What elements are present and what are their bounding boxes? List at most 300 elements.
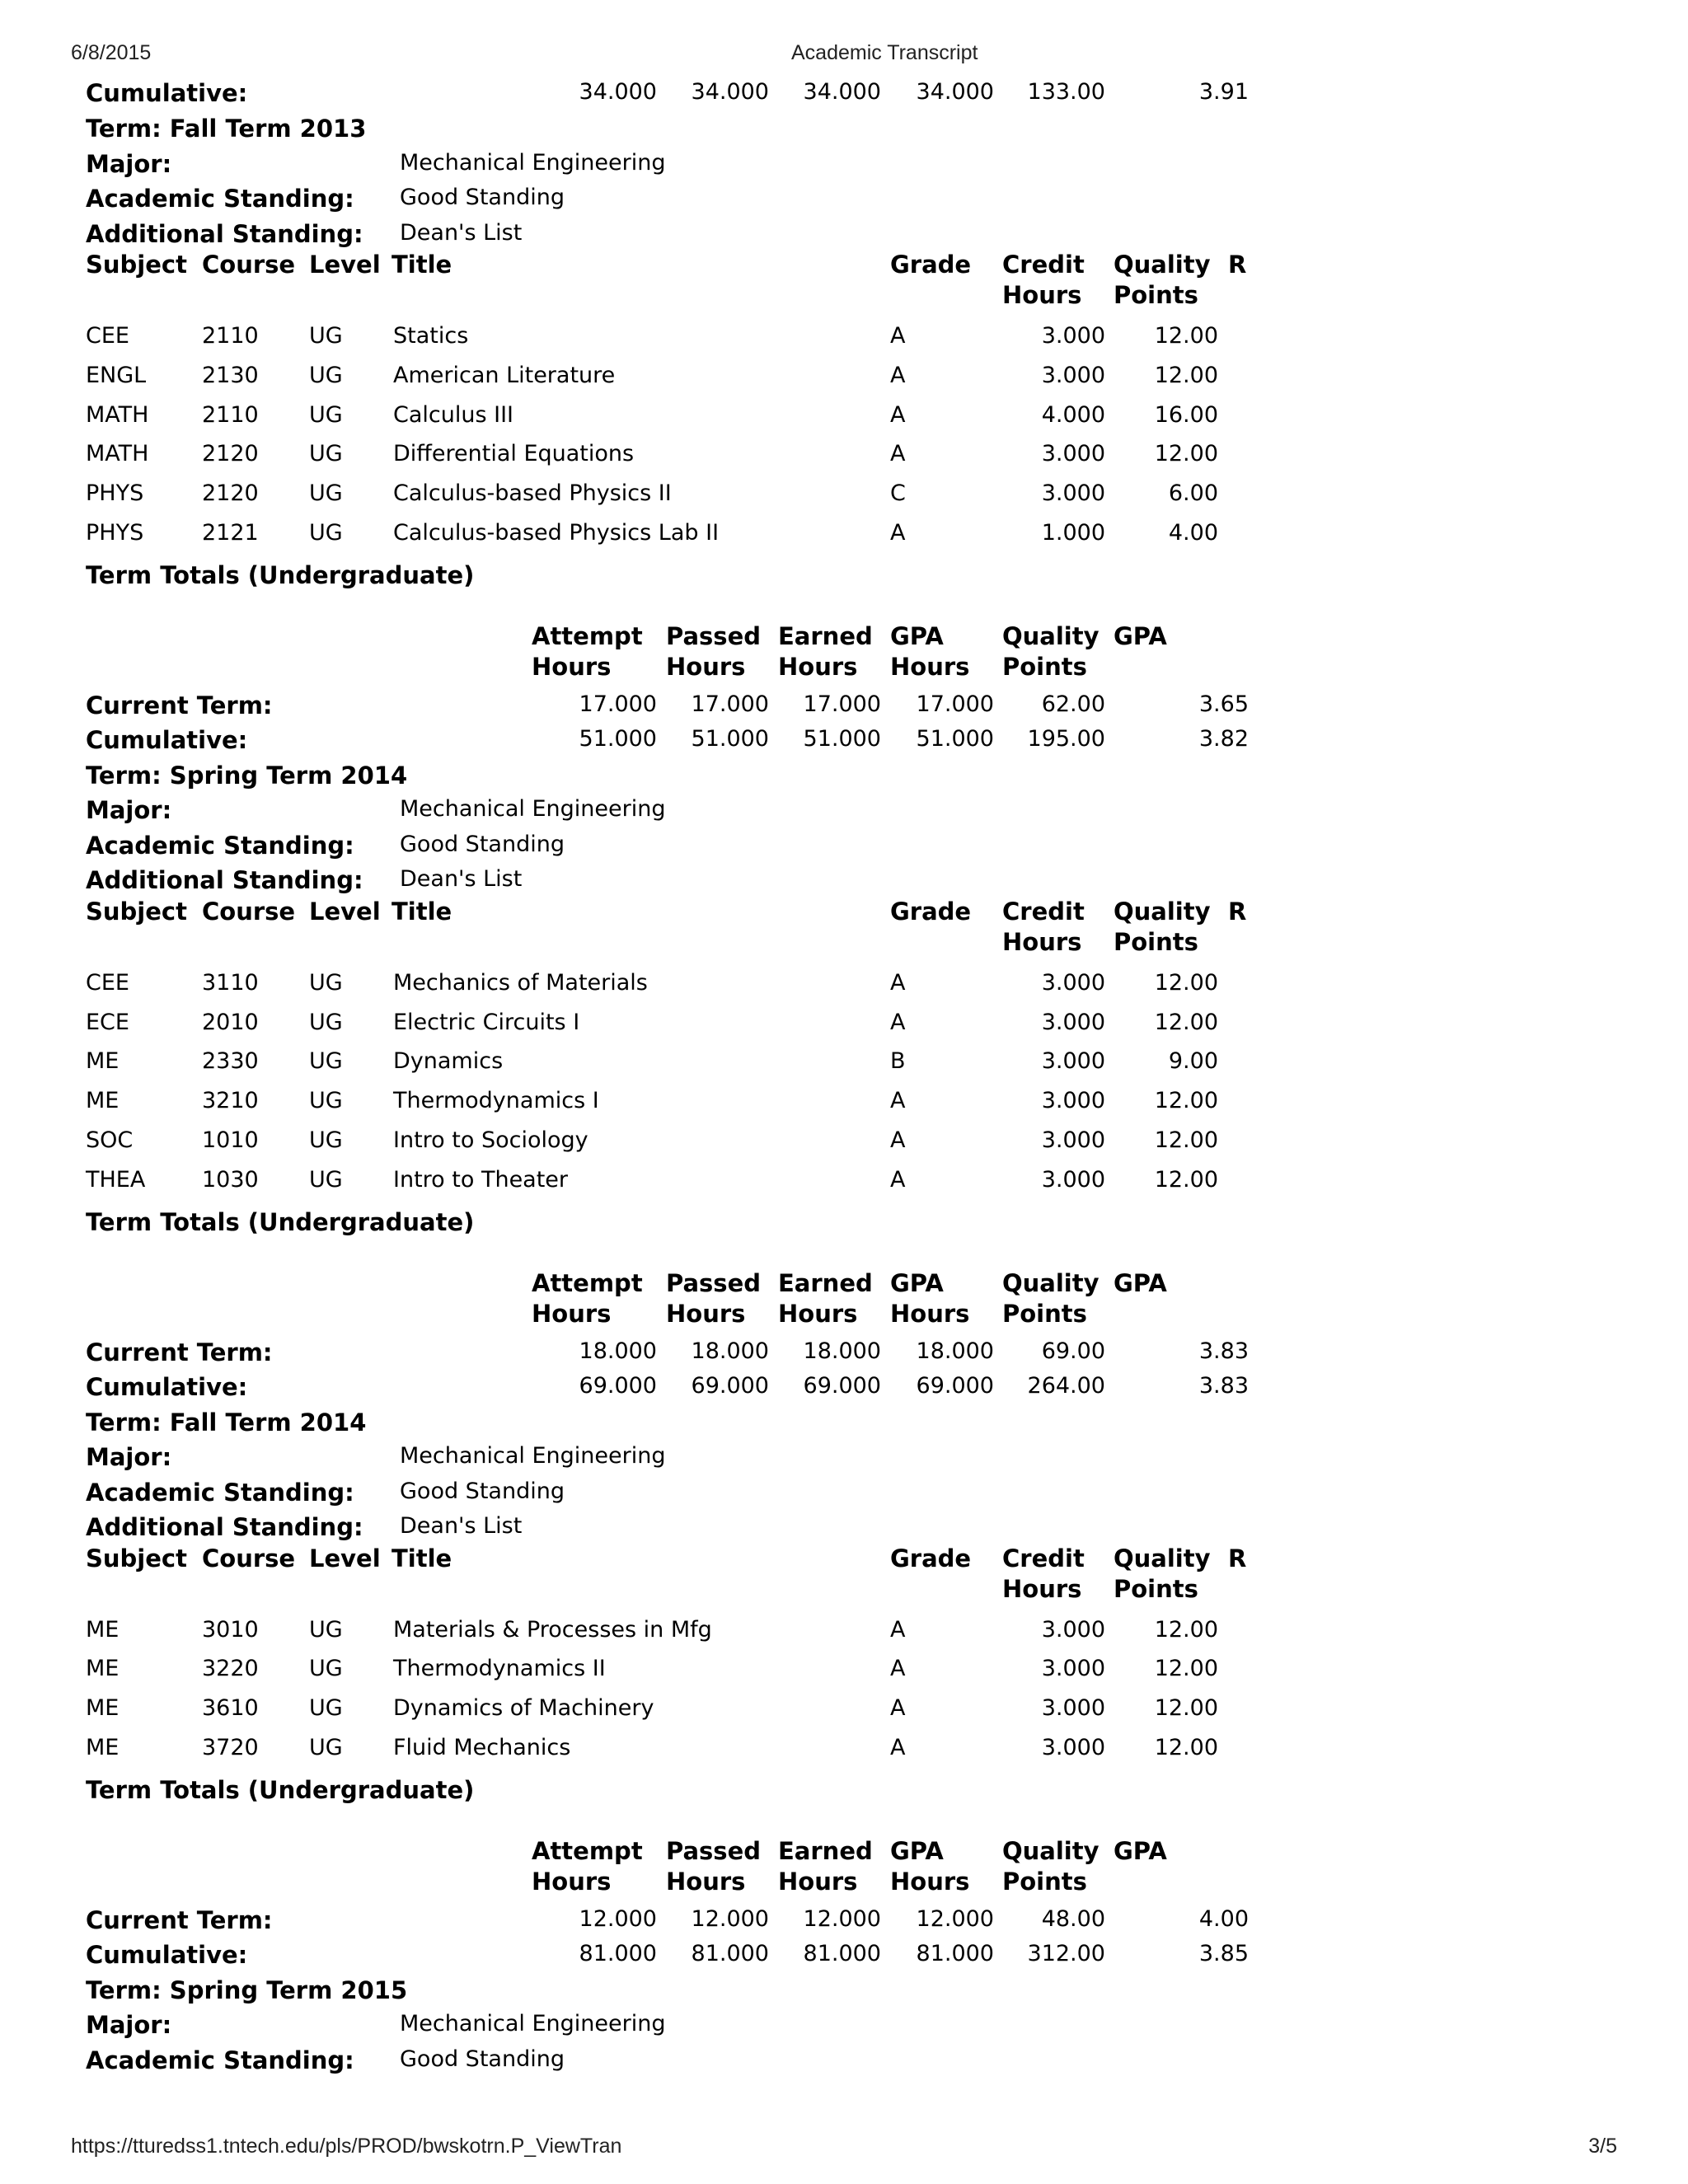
top-cumulative-row: [0, 79, 1688, 115]
academic-standing-value: Good Standing: [400, 2046, 565, 2072]
additional-standing-label: Additional Standing:: [86, 1513, 363, 1542]
totals-value-passed: 18.000: [691, 1338, 769, 1364]
totals-col-attempt-2: Hours: [532, 1299, 612, 1328]
course-credit-hours: 3.000: [1041, 1695, 1105, 1722]
totals-value-gpa: 3.83: [1198, 1338, 1249, 1364]
course-row: [0, 1617, 1688, 1653]
col-quality-2: Points: [1114, 927, 1198, 956]
totals-label: Cumulative:: [86, 726, 248, 755]
totals-value-gpa: 3.91: [1198, 79, 1249, 105]
course-number: 2010: [202, 1009, 259, 1035]
course-title: Calculus III: [393, 401, 514, 428]
academic-standing-row: [0, 1479, 1688, 1515]
totals-value-attempt: 18.000: [579, 1338, 657, 1364]
totals-col-quality: Quality: [1002, 621, 1100, 650]
term-totals-title: Term Totals (Undergraduate): [86, 1775, 475, 1804]
totals-value-quality: 69.00: [1041, 1338, 1105, 1364]
course-title: Calculus-based Physics II: [393, 480, 672, 507]
course-grade: A: [890, 1166, 906, 1193]
totals-col-passed-2: Hours: [666, 652, 746, 681]
totals-value-attempt: 81.000: [579, 1941, 657, 1967]
course-subject: PHYS: [86, 480, 144, 507]
course-title: Thermodynamics II: [393, 1656, 606, 1682]
course-level: UG: [309, 1048, 343, 1075]
totals-col-passed: Passed: [666, 1836, 761, 1865]
totals-label: Current Term:: [86, 691, 273, 719]
course-number: 2110: [202, 401, 259, 428]
col-title: Title: [392, 251, 452, 279]
course-row: [0, 480, 1688, 517]
col-r: R: [1228, 251, 1247, 279]
totals-value-gpa: 3.83: [1198, 1373, 1249, 1399]
course-number: 2121: [202, 520, 259, 546]
course-title: Thermodynamics I: [393, 1088, 599, 1114]
totals-value-earned: 12.000: [803, 1905, 881, 1932]
totals-col-quality-2: Points: [1002, 1299, 1087, 1328]
course-title: Calculus-based Physics Lab II: [393, 520, 720, 546]
term-title: Term: Fall Term 2014: [86, 1408, 367, 1436]
term-totals-title: Term Totals (Undergraduate): [86, 560, 475, 589]
totals-value-gpa: 4.00: [1198, 1905, 1249, 1932]
academic-standing-value: Good Standing: [400, 1478, 565, 1504]
course-credit-hours: 3.000: [1041, 1656, 1105, 1682]
totals-col-attempt: Attempt: [532, 1268, 643, 1297]
term-totals-heading: [0, 1208, 1688, 1244]
course-quality-points: 16.00: [1154, 401, 1218, 428]
totals-header-line2: [0, 653, 1688, 689]
totals-value-gpah: 12.000: [916, 1905, 994, 1932]
academic-standing-value: Good Standing: [400, 185, 565, 210]
course-number: 3610: [202, 1695, 259, 1722]
course-row: [0, 1695, 1688, 1732]
totals-value-earned: 81.000: [803, 1941, 881, 1967]
course-credit-hours: 3.000: [1041, 1735, 1105, 1760]
course-number: 2330: [202, 1048, 259, 1075]
course-quality-points: 12.00: [1154, 1616, 1218, 1643]
term-totals-heading: [0, 1776, 1688, 1812]
current-term-row: [0, 1906, 1688, 1943]
course-grade: A: [890, 441, 906, 467]
totals-label: Cumulative:: [86, 1941, 248, 1970]
course-grade: A: [890, 323, 906, 349]
totals-label: Current Term:: [86, 1905, 273, 1934]
term-heading: [0, 762, 1688, 798]
course-title: Electric Circuits I: [393, 1009, 580, 1035]
totals-value-passed: 34.000: [691, 79, 769, 105]
course-title: Statics: [393, 323, 469, 349]
course-grade: A: [890, 1009, 906, 1035]
totals-value-gpah: 17.000: [916, 691, 994, 717]
course-level: UG: [309, 1088, 343, 1114]
major-row: [0, 2011, 1688, 2047]
totals-header-line2: [0, 1300, 1688, 1336]
totals-value-gpa: 3.65: [1198, 691, 1249, 717]
course-subject: SOC: [86, 1127, 134, 1153]
additional-standing-label: Additional Standing:: [86, 219, 363, 248]
totals-col-passed-2: Hours: [666, 1299, 746, 1328]
course-table-header-line2: [0, 1575, 1688, 1611]
totals-value-quality: 133.00: [1027, 79, 1105, 105]
course-credit-hours: 3.000: [1041, 1088, 1105, 1114]
course-grade: A: [890, 401, 906, 428]
totals-col-earned-2: Hours: [778, 652, 858, 681]
totals-value-passed: 69.000: [691, 1373, 769, 1399]
course-quality-points: 4.00: [1168, 520, 1218, 546]
course-title: Materials & Processes in Mfg: [393, 1616, 712, 1643]
course-grade: A: [890, 1088, 906, 1114]
totals-col-passed: Passed: [666, 621, 761, 650]
totals-value-gpa: 3.82: [1198, 726, 1249, 752]
totals-value-gpah: 18.000: [916, 1338, 994, 1364]
course-level: UG: [309, 1656, 343, 1682]
course-number: 3720: [202, 1735, 259, 1760]
course-number: 3010: [202, 1616, 259, 1643]
totals-value-gpah: 51.000: [916, 726, 994, 752]
course-grade: A: [890, 520, 906, 546]
course-grade: A: [890, 1127, 906, 1153]
academic-standing-label: Academic Standing:: [86, 2046, 354, 2074]
col-quality: Quality: [1114, 1544, 1211, 1572]
term-title: Term: Fall Term 2013: [86, 115, 367, 143]
col-subject: Subject: [86, 897, 187, 926]
course-row: [0, 1010, 1688, 1046]
academic-standing-value: Good Standing: [400, 831, 565, 857]
course-level: UG: [309, 323, 343, 349]
totals-col-gpah: GPA: [890, 1268, 944, 1297]
course-row: [0, 1127, 1688, 1164]
col-r: R: [1228, 1544, 1247, 1572]
totals-value-earned: 17.000: [803, 691, 881, 717]
totals-col-passed: Passed: [666, 1268, 761, 1297]
totals-col-passed-2: Hours: [666, 1867, 746, 1896]
course-level: UG: [309, 1166, 343, 1193]
term-title: Term: Spring Term 2015: [86, 1975, 408, 2004]
course-subject: ME: [86, 1616, 120, 1643]
course-number: 2130: [202, 362, 259, 388]
course-quality-points: 12.00: [1154, 1166, 1218, 1193]
major-label: Major:: [86, 2011, 172, 2040]
term-totals-title: Term Totals (Undergraduate): [86, 1207, 475, 1236]
course-title: Dynamics: [393, 1048, 504, 1075]
course-subject: ME: [86, 1048, 120, 1075]
totals-value-quality: 62.00: [1041, 691, 1105, 717]
course-table-header-line2: [0, 928, 1688, 964]
course-table-header-line2: [0, 281, 1688, 317]
col-grade: Grade: [890, 897, 972, 926]
course-level: UG: [309, 401, 343, 428]
course-title: Fluid Mechanics: [393, 1735, 571, 1760]
totals-label: Current Term:: [86, 1338, 273, 1366]
course-title: Intro to Theater: [393, 1166, 569, 1193]
additional-standing-value: Dean's List: [400, 866, 523, 893]
academic-standing-label: Academic Standing:: [86, 185, 354, 213]
col-level: Level: [309, 251, 381, 279]
course-row: [0, 970, 1688, 1006]
course-level: UG: [309, 520, 343, 546]
major-row: [0, 1443, 1688, 1479]
major-value: Mechanical Engineering: [400, 1443, 666, 1469]
additional-standing-label: Additional Standing:: [86, 866, 363, 895]
course-number: 2110: [202, 323, 259, 349]
totals-col-attempt: Attempt: [532, 1836, 643, 1865]
col-credit-2: Hours: [1002, 281, 1082, 309]
course-row: [0, 1167, 1688, 1203]
course-quality-points: 12.00: [1154, 969, 1218, 996]
course-quality-points: 12.00: [1154, 1009, 1218, 1035]
totals-col-earned: Earned: [778, 1836, 873, 1865]
col-credit: Credit: [1002, 1544, 1085, 1572]
course-credit-hours: 1.000: [1041, 520, 1105, 546]
course-grade: A: [890, 1616, 906, 1643]
totals-value-gpah: 69.000: [916, 1373, 994, 1399]
course-credit-hours: 4.000: [1041, 401, 1105, 428]
course-level: UG: [309, 441, 343, 467]
course-quality-points: 12.00: [1154, 1695, 1218, 1722]
course-grade: A: [890, 1695, 906, 1722]
col-quality-2: Points: [1114, 281, 1198, 309]
totals-col-gpah-2: Hours: [890, 1299, 970, 1328]
academic-standing-label: Academic Standing:: [86, 1478, 354, 1507]
course-quality-points: 12.00: [1154, 1088, 1218, 1114]
totals-value-attempt: 12.000: [579, 1905, 657, 1932]
col-grade: Grade: [890, 1544, 972, 1572]
course-credit-hours: 3.000: [1041, 1009, 1105, 1035]
print-date: 6/8/2015: [71, 41, 152, 64]
totals-value-attempt: 34.000: [579, 79, 657, 105]
totals-value-earned: 51.000: [803, 726, 881, 752]
course-credit-hours: 3.000: [1041, 1048, 1105, 1075]
course-row: [0, 363, 1688, 399]
col-quality: Quality: [1114, 897, 1211, 926]
totals-col-gpa: GPA: [1114, 1268, 1167, 1297]
totals-value-passed: 51.000: [691, 726, 769, 752]
totals-col-quality: Quality: [1002, 1268, 1100, 1297]
totals-col-quality-2: Points: [1002, 1867, 1087, 1896]
course-title: Dynamics of Machinery: [393, 1695, 654, 1722]
course-credit-hours: 3.000: [1041, 362, 1105, 388]
col-course: Course: [202, 1544, 296, 1572]
totals-header-line2: [0, 1868, 1688, 1904]
col-course: Course: [202, 897, 296, 926]
cumulative-row: [0, 1373, 1688, 1409]
totals-col-gpa: GPA: [1114, 621, 1167, 650]
col-credit-2: Hours: [1002, 927, 1082, 956]
course-number: 2120: [202, 480, 259, 507]
course-credit-hours: 3.000: [1041, 323, 1105, 349]
totals-col-attempt-2: Hours: [532, 1867, 612, 1896]
course-subject: THEA: [86, 1166, 146, 1193]
course-quality-points: 12.00: [1154, 323, 1218, 349]
totals-value-quality: 48.00: [1041, 1905, 1105, 1932]
term-heading: [0, 1976, 1688, 2013]
totals-value-gpa: 3.85: [1198, 1941, 1249, 1967]
col-course: Course: [202, 251, 296, 279]
course-row: [0, 1088, 1688, 1124]
course-grade: C: [890, 480, 906, 507]
term-heading: [0, 115, 1688, 151]
totals-value-earned: 18.000: [803, 1338, 881, 1364]
course-subject: CEE: [86, 969, 129, 996]
course-title: Differential Equations: [393, 441, 635, 467]
major-label: Major:: [86, 1443, 172, 1472]
course-subject: ME: [86, 1735, 120, 1760]
course-row: [0, 520, 1688, 556]
totals-col-quality: Quality: [1002, 1836, 1100, 1865]
totals-col-gpah: GPA: [890, 1836, 944, 1865]
totals-value-earned: 34.000: [803, 79, 881, 105]
term-title: Term: Spring Term 2014: [86, 761, 408, 790]
major-label: Major:: [86, 796, 172, 825]
course-credit-hours: 3.000: [1041, 1127, 1105, 1153]
major-value: Mechanical Engineering: [400, 149, 666, 176]
col-credit: Credit: [1002, 897, 1085, 926]
totals-col-gpah: GPA: [890, 621, 944, 650]
totals-value-attempt: 69.000: [579, 1373, 657, 1399]
course-level: UG: [309, 1735, 343, 1760]
academic-standing-row: [0, 2046, 1688, 2083]
course-subject: ME: [86, 1695, 120, 1722]
totals-col-earned: Earned: [778, 1268, 873, 1297]
totals-value-quality: 312.00: [1027, 1941, 1105, 1967]
course-subject: ME: [86, 1088, 120, 1114]
course-title: Mechanics of Materials: [393, 969, 648, 996]
course-number: 3220: [202, 1656, 259, 1682]
course-quality-points: 12.00: [1154, 362, 1218, 388]
course-row: [0, 402, 1688, 438]
course-subject: MATH: [86, 441, 149, 467]
course-grade: A: [890, 362, 906, 388]
course-credit-hours: 3.000: [1041, 441, 1105, 467]
totals-col-earned: Earned: [778, 621, 873, 650]
totals-value-attempt: 17.000: [579, 691, 657, 717]
print-title: Academic Transcript: [791, 41, 978, 64]
course-grade: A: [890, 1656, 906, 1682]
course-level: UG: [309, 1127, 343, 1153]
course-number: 3110: [202, 969, 259, 996]
col-title: Title: [392, 1544, 452, 1572]
course-level: UG: [309, 1009, 343, 1035]
course-row: [0, 1048, 1688, 1085]
col-grade: Grade: [890, 251, 972, 279]
cumulative-row: [0, 726, 1688, 762]
col-credit: Credit: [1002, 251, 1085, 279]
course-title: American Literature: [393, 362, 616, 388]
course-subject: PHYS: [86, 520, 144, 546]
totals-value-gpah: 34.000: [916, 79, 994, 105]
course-quality-points: 12.00: [1154, 441, 1218, 467]
course-level: UG: [309, 480, 343, 507]
page-number: 3/5: [1588, 2135, 1617, 2158]
totals-value-earned: 69.000: [803, 1373, 881, 1399]
course-subject: ECE: [86, 1009, 129, 1035]
course-row: [0, 441, 1688, 477]
course-quality-points: 12.00: [1154, 1656, 1218, 1682]
course-credit-hours: 3.000: [1041, 1166, 1105, 1193]
course-subject: ME: [86, 1656, 120, 1682]
totals-value-passed: 17.000: [691, 691, 769, 717]
col-credit-2: Hours: [1002, 1574, 1082, 1603]
additional-standing-value: Dean's List: [400, 1513, 523, 1540]
cumulative-row: [0, 1941, 1688, 1977]
col-quality: Quality: [1114, 251, 1211, 279]
course-quality-points: 6.00: [1168, 480, 1218, 507]
col-quality-2: Points: [1114, 1574, 1198, 1603]
major-label: Major:: [86, 149, 172, 178]
major-row: [0, 150, 1688, 186]
major-value: Mechanical Engineering: [400, 796, 666, 823]
totals-value-gpah: 81.000: [916, 1941, 994, 1967]
course-quality-points: 12.00: [1154, 1735, 1218, 1760]
term-totals-heading: [0, 561, 1688, 598]
course-grade: B: [890, 1048, 906, 1075]
totals-value-attempt: 51.000: [579, 726, 657, 752]
col-title: Title: [392, 897, 452, 926]
totals-col-quality-2: Points: [1002, 652, 1087, 681]
course-subject: CEE: [86, 323, 129, 349]
academic-standing-label: Academic Standing:: [86, 831, 354, 860]
course-level: UG: [309, 1616, 343, 1643]
course-number: 2120: [202, 441, 259, 467]
course-level: UG: [309, 1695, 343, 1722]
totals-label: Cumulative:: [86, 79, 248, 107]
course-credit-hours: 3.000: [1041, 480, 1105, 507]
course-quality-points: 12.00: [1154, 1127, 1218, 1153]
course-subject: ENGL: [86, 362, 147, 388]
course-level: UG: [309, 362, 343, 388]
course-number: 1030: [202, 1166, 259, 1193]
totals-col-gpa: GPA: [1114, 1836, 1167, 1865]
academic-standing-row: [0, 185, 1688, 221]
academic-standing-row: [0, 832, 1688, 868]
additional-standing-value: Dean's List: [400, 219, 523, 246]
major-value: Mechanical Engineering: [400, 2011, 666, 2037]
col-subject: Subject: [86, 251, 187, 279]
course-title: Intro to Sociology: [393, 1127, 588, 1153]
current-term-row: [0, 691, 1688, 728]
course-quality-points: 9.00: [1168, 1048, 1218, 1075]
course-row: [0, 1656, 1688, 1692]
course-credit-hours: 3.000: [1041, 1616, 1105, 1643]
totals-col-earned-2: Hours: [778, 1299, 858, 1328]
course-grade: A: [890, 1735, 906, 1760]
course-credit-hours: 3.000: [1041, 969, 1105, 996]
term-heading: [0, 1408, 1688, 1445]
totals-value-quality: 264.00: [1027, 1373, 1105, 1399]
major-row: [0, 796, 1688, 832]
totals-value-quality: 195.00: [1027, 726, 1105, 752]
totals-col-earned-2: Hours: [778, 1867, 858, 1896]
current-term-row: [0, 1338, 1688, 1375]
course-grade: A: [890, 969, 906, 996]
print-url: https://tturedss1.tntech.edu/pls/PROD/bwskotrn.P_ViewTran: [71, 2135, 622, 2158]
course-row: [0, 1735, 1688, 1771]
course-subject: MATH: [86, 401, 149, 428]
col-r: R: [1228, 897, 1247, 926]
course-level: UG: [309, 969, 343, 996]
course-number: 1010: [202, 1127, 259, 1153]
totals-col-attempt-2: Hours: [532, 652, 612, 681]
totals-label: Cumulative:: [86, 1373, 248, 1402]
col-level: Level: [309, 897, 381, 926]
col-subject: Subject: [86, 1544, 187, 1572]
totals-value-passed: 81.000: [691, 1941, 769, 1967]
totals-col-gpah-2: Hours: [890, 1867, 970, 1896]
course-number: 3210: [202, 1088, 259, 1114]
totals-col-attempt: Attempt: [532, 621, 643, 650]
col-level: Level: [309, 1544, 381, 1572]
totals-value-passed: 12.000: [691, 1905, 769, 1932]
totals-col-gpah-2: Hours: [890, 652, 970, 681]
